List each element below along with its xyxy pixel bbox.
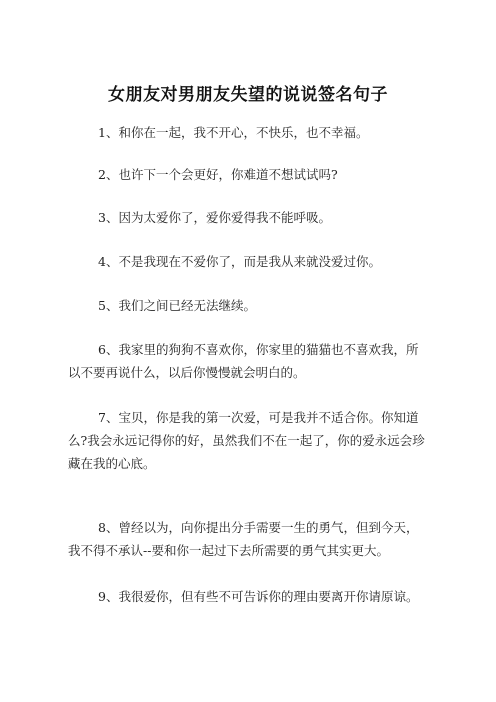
- paragraph-6: 6、我家里的狗狗不喜欢你，你家里的猫猫也不喜欢我，所以不要再说什么，以后你慢慢就会明白的。: [68, 342, 419, 380]
- paragraph-2: 2、也许下一个会更好，你难道不想试试吗?: [98, 167, 338, 182]
- paragraph-7: 7、宝贝，你是我的第一次爱，可是我并不适合你。你知道么?我会永远记得你的好，虽然我们不在一起了，你的爱永远会珍藏在我的心底。: [68, 410, 425, 471]
- paragraph-3: 3、因为太爱你了，爱你爱得我不能呼吸。: [98, 210, 331, 225]
- paragraph-8: 8、曾经以为，向你提出分手需要一生的勇气，但到今天，我不得不承认--要和你一起过下去所需要的勇气其实更大。: [68, 520, 419, 558]
- document-title: 女朋友对男朋友失望的说说签名句子: [108, 85, 388, 105]
- paragraph-1: 1、和你在一起，我不开心，不快乐，也不幸福。: [98, 125, 369, 140]
- paragraph-4: 4、不是我现在不爱你了，而是我从来就没爱过你。: [98, 254, 381, 269]
- paragraph-9: 9、我很爱你，但有些不可告诉你的理由要离开你请原谅。: [98, 589, 419, 604]
- paragraph-5: 5、我们之间已经无法继续。: [98, 298, 256, 313]
